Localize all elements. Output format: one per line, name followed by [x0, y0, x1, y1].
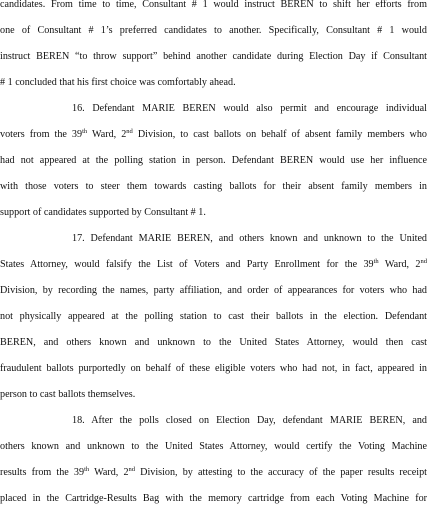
text-line: others known and unknown to the United States Attorney, would certify the Voting Machine	[0, 440, 427, 454]
text-line: BEREN, and others known and unknown to the United States Attorney, would then cast	[0, 336, 427, 350]
text-line: # 1 concluded that his first choice was comfortably ahead.	[0, 76, 427, 90]
paragraph-16-start: 16. Defendant MARIE BEREN would also permit and encourage individual	[72, 102, 427, 116]
text-line: instruct BEREN “to throw support” behind another candidate during Election Day if Consultant	[0, 50, 427, 64]
text-line: person to cast ballots themselves.	[0, 388, 427, 402]
text-fragment: voters from the 39	[0, 129, 82, 140]
text-line: Division, by recording the names, party affiliation, and order of appearances for voters who had	[0, 284, 427, 298]
text-fragment: Ward, 2	[89, 467, 128, 478]
text-fragment: results from the 39	[0, 467, 84, 478]
text-fragment: Ward, 2	[87, 129, 126, 140]
superscript: th	[84, 466, 89, 473]
text-line: support of candidates supported by Consultant # 1.	[0, 206, 427, 220]
text-line: not physically appeared at the polling station to cast their ballots in the election. Defendant	[0, 310, 427, 324]
superscript: nd	[129, 466, 136, 473]
text-line	[0, 128, 427, 142]
text-line: fraudulent ballots purportedly on behalf of these eligible voters who had not, in fact, appeared in	[0, 362, 427, 376]
paragraph-17-start: 17. Defendant MARIE BEREN, and others known and unknown to the United	[72, 232, 427, 246]
text-line: had not appeared at the polling station in person. Defendant BEREN would use her influence	[0, 154, 427, 168]
text-fragment: Ward, 2	[379, 259, 421, 270]
text-line: with those voters to steer them towards casting ballots for their absent family members in	[0, 180, 427, 194]
text-line	[0, 258, 427, 272]
superscript: th	[82, 128, 87, 135]
superscript: th	[374, 258, 379, 265]
superscript: nd	[421, 258, 427, 265]
text-fragment: Division, to cast ballots on behalf of absent family members who	[133, 129, 427, 140]
paragraph-18-start: 18. After the polls closed on Election Day, defendant MARIE BEREN, and	[72, 414, 427, 428]
text-fragment: Division, by attesting to the accuracy of the paper results receipt	[135, 467, 427, 478]
superscript: nd	[126, 128, 133, 135]
text-line	[0, 466, 427, 480]
text-line: candidates. From time to time, Consultant # 1 would instruct BEREN to shift her efforts from	[0, 0, 427, 12]
text-fragment: States Attorney, would falsify the List of Voters and Party Enrollment for the 39	[0, 259, 374, 270]
text-line: one of Consultant # 1’s preferred candidates to another. Specifically, Consultant # 1 would	[0, 24, 427, 38]
text-line: placed in the Cartridge-Results Bag with the memory cartridge from each Voting Machine for	[0, 492, 427, 506]
